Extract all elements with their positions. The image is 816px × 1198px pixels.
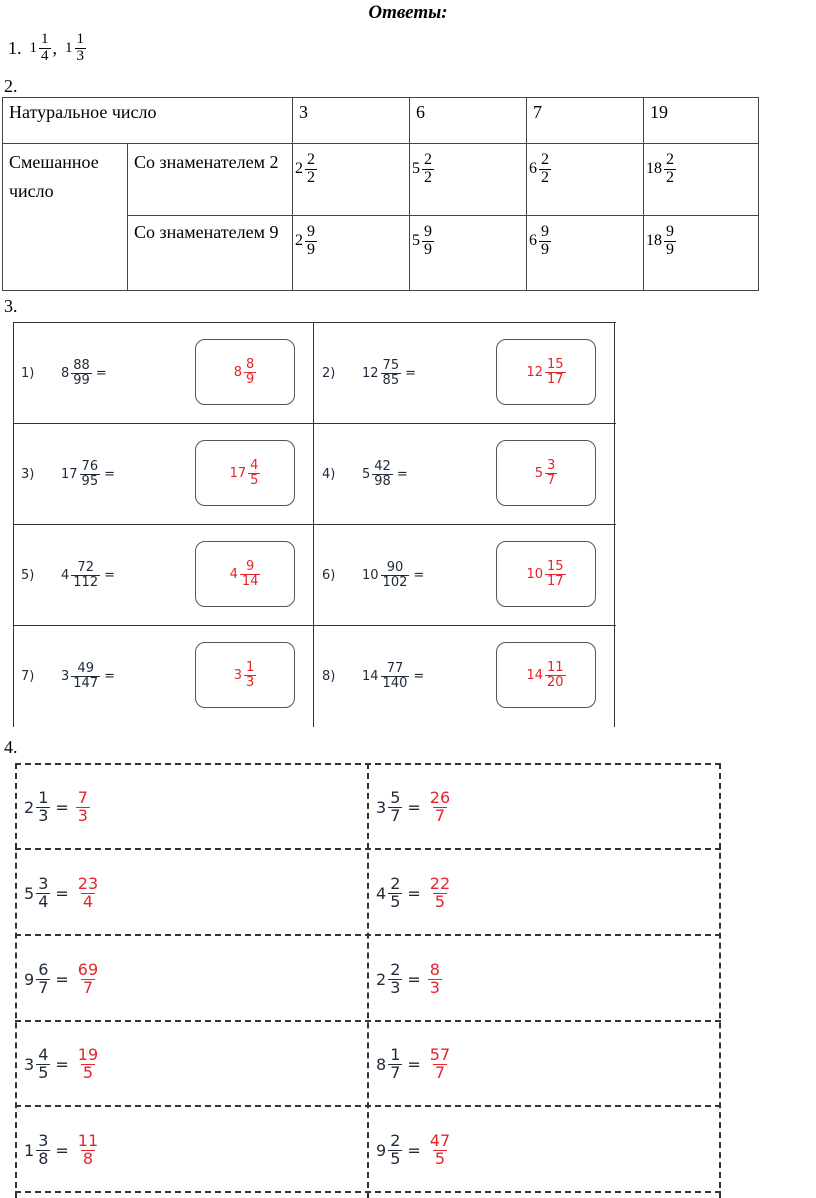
answer-mixed-number xyxy=(535,459,558,487)
exercise-2 xyxy=(322,350,416,396)
answer-box xyxy=(496,642,596,708)
denominator: 5 xyxy=(250,472,259,488)
mixed-number xyxy=(376,959,402,997)
denominator: 3 xyxy=(38,805,49,825)
mixed-number: 18 $\frac{9}{9}$ xyxy=(646,223,674,258)
improper-fraction-answer xyxy=(76,787,90,825)
denominator: 14 xyxy=(241,573,259,589)
denominator: 17 xyxy=(547,573,564,589)
numerator: 15 xyxy=(547,356,564,372)
whole-part: 12 xyxy=(362,365,379,381)
equals-sign: = xyxy=(396,466,408,482)
numerator: 3 xyxy=(547,457,556,473)
conversion-3 xyxy=(24,865,100,921)
denominator: 4 xyxy=(82,891,94,911)
answer-mixed-number xyxy=(234,358,257,386)
conversion-10 xyxy=(376,1122,452,1178)
mixed-number xyxy=(61,561,100,589)
denominator: 7 xyxy=(82,977,94,997)
grid-line xyxy=(13,524,616,525)
whole-part: 1 xyxy=(29,39,37,56)
conversion-5 xyxy=(24,951,100,1007)
mixed-number: 2 $\frac{9}{9}$ xyxy=(295,223,315,258)
denominator: 7 xyxy=(434,1062,446,1082)
numerator: 19 xyxy=(77,1044,99,1064)
mixed-number xyxy=(376,1130,402,1168)
numerator: 7 xyxy=(77,787,88,807)
answer-box xyxy=(496,339,596,405)
exercise-index: 3) xyxy=(21,466,35,482)
answer-1-a xyxy=(30,32,51,65)
mixed-number: 2 $\frac{2}{2}$ xyxy=(295,151,315,186)
equals-sign: = xyxy=(55,797,69,817)
grid-line xyxy=(614,322,615,727)
whole-part: 14 xyxy=(526,667,543,683)
denominator-9-label: Со знаменателем 9 xyxy=(128,216,293,291)
mixed-number: 18 $\frac{2}{2}$ xyxy=(646,151,674,186)
numerator: 11 xyxy=(77,1130,99,1150)
answer-box xyxy=(195,642,295,708)
denominator: 5 xyxy=(390,891,401,911)
mixed-number xyxy=(24,787,50,825)
whole-part: 8 xyxy=(376,1054,387,1074)
exercise-index: 5) xyxy=(21,567,35,583)
section-1-label: 1. xyxy=(8,37,22,58)
natural-value: 6 xyxy=(410,98,527,144)
improper-fraction-answer xyxy=(76,873,100,911)
improper-fraction-answer xyxy=(428,959,442,997)
whole-part: 1 xyxy=(24,1140,35,1160)
exercise-index: 7) xyxy=(21,668,35,684)
numerator: 8 xyxy=(246,356,255,372)
mixed-number xyxy=(376,787,402,825)
numerator: 4 xyxy=(250,457,259,473)
mixed-number xyxy=(61,460,100,488)
denominator: 112 xyxy=(73,574,99,590)
whole-part: 2 xyxy=(376,969,387,989)
answer-box xyxy=(496,440,596,506)
section-2-label: 2. xyxy=(4,76,18,96)
answer-mixed-number xyxy=(230,560,261,588)
conversion-2 xyxy=(376,779,452,835)
denominator: 5 xyxy=(38,1062,49,1082)
numerator: 57 xyxy=(429,1044,451,1064)
mixed-number xyxy=(61,662,100,690)
mixed-number xyxy=(24,1044,50,1082)
numerator: 72 xyxy=(77,559,94,575)
denominator: 9 xyxy=(246,371,255,387)
natural-to-mixed-table xyxy=(2,97,759,291)
exercise-6 xyxy=(322,552,424,598)
grid-line xyxy=(13,423,616,424)
mixed-number xyxy=(362,662,409,690)
whole-part: 17 xyxy=(229,465,247,481)
whole-part: 3 xyxy=(61,668,70,684)
denominator: 7 xyxy=(390,805,401,825)
denominator: 95 xyxy=(81,473,99,489)
numerator: 3 xyxy=(38,1130,49,1150)
numerator: 49 xyxy=(77,660,94,676)
numerator: 1 xyxy=(246,659,255,675)
exercise-8 xyxy=(322,653,424,699)
improper-fraction-answer xyxy=(428,1044,452,1082)
conversion-4 xyxy=(376,865,452,921)
conversion-9 xyxy=(24,1122,100,1178)
mixed-number xyxy=(362,561,409,589)
exercise-3 xyxy=(21,451,115,497)
numerator: 42 xyxy=(374,458,391,474)
mixed-number xyxy=(24,959,50,997)
grid-line xyxy=(13,322,616,323)
numerator: 75 xyxy=(382,357,400,373)
whole-part: 1 xyxy=(65,39,73,56)
improper-fraction-answer xyxy=(76,1044,100,1082)
equals-sign: = xyxy=(407,1054,421,1074)
numerator: 3 xyxy=(38,873,49,893)
denominator: 8 xyxy=(82,1148,94,1168)
whole-part: 5 xyxy=(534,465,543,481)
denominator: 4 xyxy=(41,47,49,64)
page-title: Ответы: xyxy=(368,2,448,23)
mixed-number: 5 $\frac{2}{2}$ xyxy=(412,151,432,186)
equals-sign: = xyxy=(55,969,69,989)
mixed-number xyxy=(61,359,92,387)
numerator: 23 xyxy=(77,873,99,893)
grid-line xyxy=(15,763,17,1198)
exercise-index: 2) xyxy=(322,365,336,381)
whole-part: 17 xyxy=(61,466,78,482)
numerator: 11 xyxy=(547,659,564,675)
whole-part: 5 xyxy=(362,466,371,482)
numerator: 88 xyxy=(73,357,90,373)
equals-sign: = xyxy=(104,668,116,684)
numerator: 26 xyxy=(429,787,451,807)
whole-part: 9 xyxy=(376,1140,387,1160)
numerator: 1 xyxy=(76,31,84,47)
equals-sign: = xyxy=(55,1140,69,1160)
denominator: 3 xyxy=(76,47,84,64)
denominator: 3 xyxy=(246,674,255,690)
equals-sign: = xyxy=(407,797,421,817)
numerator: 1 xyxy=(390,1044,401,1064)
exercise-index: 1) xyxy=(21,365,35,381)
header-natural: Натуральное число xyxy=(3,98,293,144)
denominator: 7 xyxy=(390,1062,401,1082)
answer-box xyxy=(195,440,295,506)
numerator: 15 xyxy=(547,558,564,574)
whole-part: 4 xyxy=(376,883,387,903)
whole-part: 8 xyxy=(233,364,242,380)
mixed-number xyxy=(362,460,393,488)
numerator: 9 xyxy=(245,558,255,574)
denominator: 20 xyxy=(547,674,564,690)
conversion-6 xyxy=(376,951,442,1007)
improper-fraction-answer xyxy=(428,873,452,911)
equals-sign: = xyxy=(405,365,416,381)
answer-box xyxy=(496,541,596,607)
mixed-number: 5 $\frac{9}{9}$ xyxy=(412,223,432,258)
mixed-number-label: Смешанное число xyxy=(3,144,128,291)
whole-part: 10 xyxy=(526,566,543,582)
improper-fraction-answer xyxy=(76,959,100,997)
denominator: 5 xyxy=(434,891,446,911)
numerator: 90 xyxy=(386,559,404,575)
whole-part: 8 xyxy=(61,365,70,381)
mixed-number: 6 $\frac{9}{9}$ xyxy=(529,223,549,258)
mixed-number xyxy=(362,359,401,387)
numerator: 77 xyxy=(386,660,404,676)
denominator: 7 xyxy=(38,977,49,997)
equals-sign: = xyxy=(413,668,425,684)
numerator: 1 xyxy=(38,787,49,807)
natural-value: 3 xyxy=(293,98,410,144)
equals-sign: = xyxy=(407,969,421,989)
numerator: 22 xyxy=(429,873,451,893)
denominator: 85 xyxy=(382,372,400,388)
numerator: 8 xyxy=(429,959,440,979)
whole-part: 10 xyxy=(362,567,379,583)
numerator: 2 xyxy=(390,959,401,979)
answer-mixed-number xyxy=(230,459,261,487)
mixed-number xyxy=(24,1130,50,1168)
denominator: 3 xyxy=(77,805,88,825)
answer-mixed-number xyxy=(234,661,257,689)
denominator: 7 xyxy=(547,472,556,488)
denominator: 7 xyxy=(434,805,446,825)
equals-sign: = xyxy=(104,466,115,482)
whole-part: 3 xyxy=(24,1054,35,1074)
exercise-7 xyxy=(21,653,115,699)
exercise-5 xyxy=(21,552,115,598)
equals-sign: = xyxy=(55,883,69,903)
conversion-7 xyxy=(24,1036,100,1092)
conversion-1 xyxy=(24,779,90,835)
answer-mixed-number xyxy=(526,358,565,386)
answer-mixed-number xyxy=(526,661,565,689)
answer-1 xyxy=(8,32,86,65)
natural-value: 7 xyxy=(527,98,644,144)
grid-line xyxy=(719,763,721,1198)
numerator: 2 xyxy=(390,1130,401,1150)
denominator-2-label: Со знаменателем 2 xyxy=(128,144,293,216)
denominator: 98 xyxy=(374,473,391,489)
whole-part: 9 xyxy=(24,969,35,989)
grid-line xyxy=(313,322,314,727)
improper-fraction-answer xyxy=(428,787,452,825)
conversion-8 xyxy=(376,1036,452,1092)
improper-fraction-answer xyxy=(76,1130,100,1168)
denominator: 5 xyxy=(390,1148,401,1168)
section-3-label: 3. xyxy=(4,296,18,316)
answer-1-b xyxy=(65,32,86,65)
exercise-index: 8) xyxy=(322,668,336,684)
mixed-number xyxy=(376,1044,402,1082)
numerator: 69 xyxy=(77,959,99,979)
improper-fraction-answer xyxy=(428,1130,452,1168)
whole-part: 12 xyxy=(526,364,543,380)
grid-line xyxy=(13,322,14,727)
denominator: 3 xyxy=(429,977,440,997)
exercise-index: 6) xyxy=(322,567,336,583)
answer-mixed-number xyxy=(526,560,565,588)
mixed-number: 6 $\frac{2}{2}$ xyxy=(529,151,549,186)
natural-value: 19 xyxy=(644,98,759,144)
equals-sign: = xyxy=(95,365,107,381)
denominator: 5 xyxy=(434,1148,446,1168)
equals-sign: = xyxy=(55,1054,69,1074)
numerator: 76 xyxy=(81,458,99,474)
denominator: 102 xyxy=(382,574,408,590)
exercise-4 xyxy=(322,451,408,497)
mixed-number xyxy=(376,873,402,911)
whole-part: 4 xyxy=(229,566,238,582)
numerator: 6 xyxy=(38,959,49,979)
whole-part: 3 xyxy=(233,667,242,683)
whole-part: 5 xyxy=(24,883,35,903)
whole-part: 3 xyxy=(376,797,387,817)
whole-part: 4 xyxy=(61,567,70,583)
answer-box xyxy=(195,339,295,405)
grid-line xyxy=(13,625,616,626)
denominator: 140 xyxy=(382,675,408,691)
numerator: 5 xyxy=(390,787,401,807)
denominator: 4 xyxy=(38,891,49,911)
section-4-label: 4. xyxy=(4,737,18,757)
denominator: 8 xyxy=(38,1148,49,1168)
equals-sign: = xyxy=(104,567,116,583)
equals-sign: = xyxy=(413,567,425,583)
mixed-to-improper-grid xyxy=(15,763,721,1198)
exercise-index: 4) xyxy=(322,466,336,482)
whole-part: 2 xyxy=(24,797,35,817)
exercise-1 xyxy=(21,350,107,396)
denominator: 5 xyxy=(82,1062,94,1082)
denominator: 147 xyxy=(73,675,99,691)
numerator: 47 xyxy=(429,1130,451,1150)
denominator: 17 xyxy=(547,371,564,387)
grid-line xyxy=(367,763,369,1198)
whole-part: 14 xyxy=(362,668,379,684)
numerator: 4 xyxy=(38,1044,49,1064)
numerator: 1 xyxy=(41,31,49,47)
answer-box xyxy=(195,541,295,607)
numerator: 2 xyxy=(390,873,401,893)
separator: , xyxy=(52,37,57,58)
equals-sign: = xyxy=(407,1140,421,1160)
equals-sign: = xyxy=(407,883,421,903)
denominator: 3 xyxy=(390,977,401,997)
denominator: 99 xyxy=(73,372,90,388)
mixed-number xyxy=(24,873,50,911)
